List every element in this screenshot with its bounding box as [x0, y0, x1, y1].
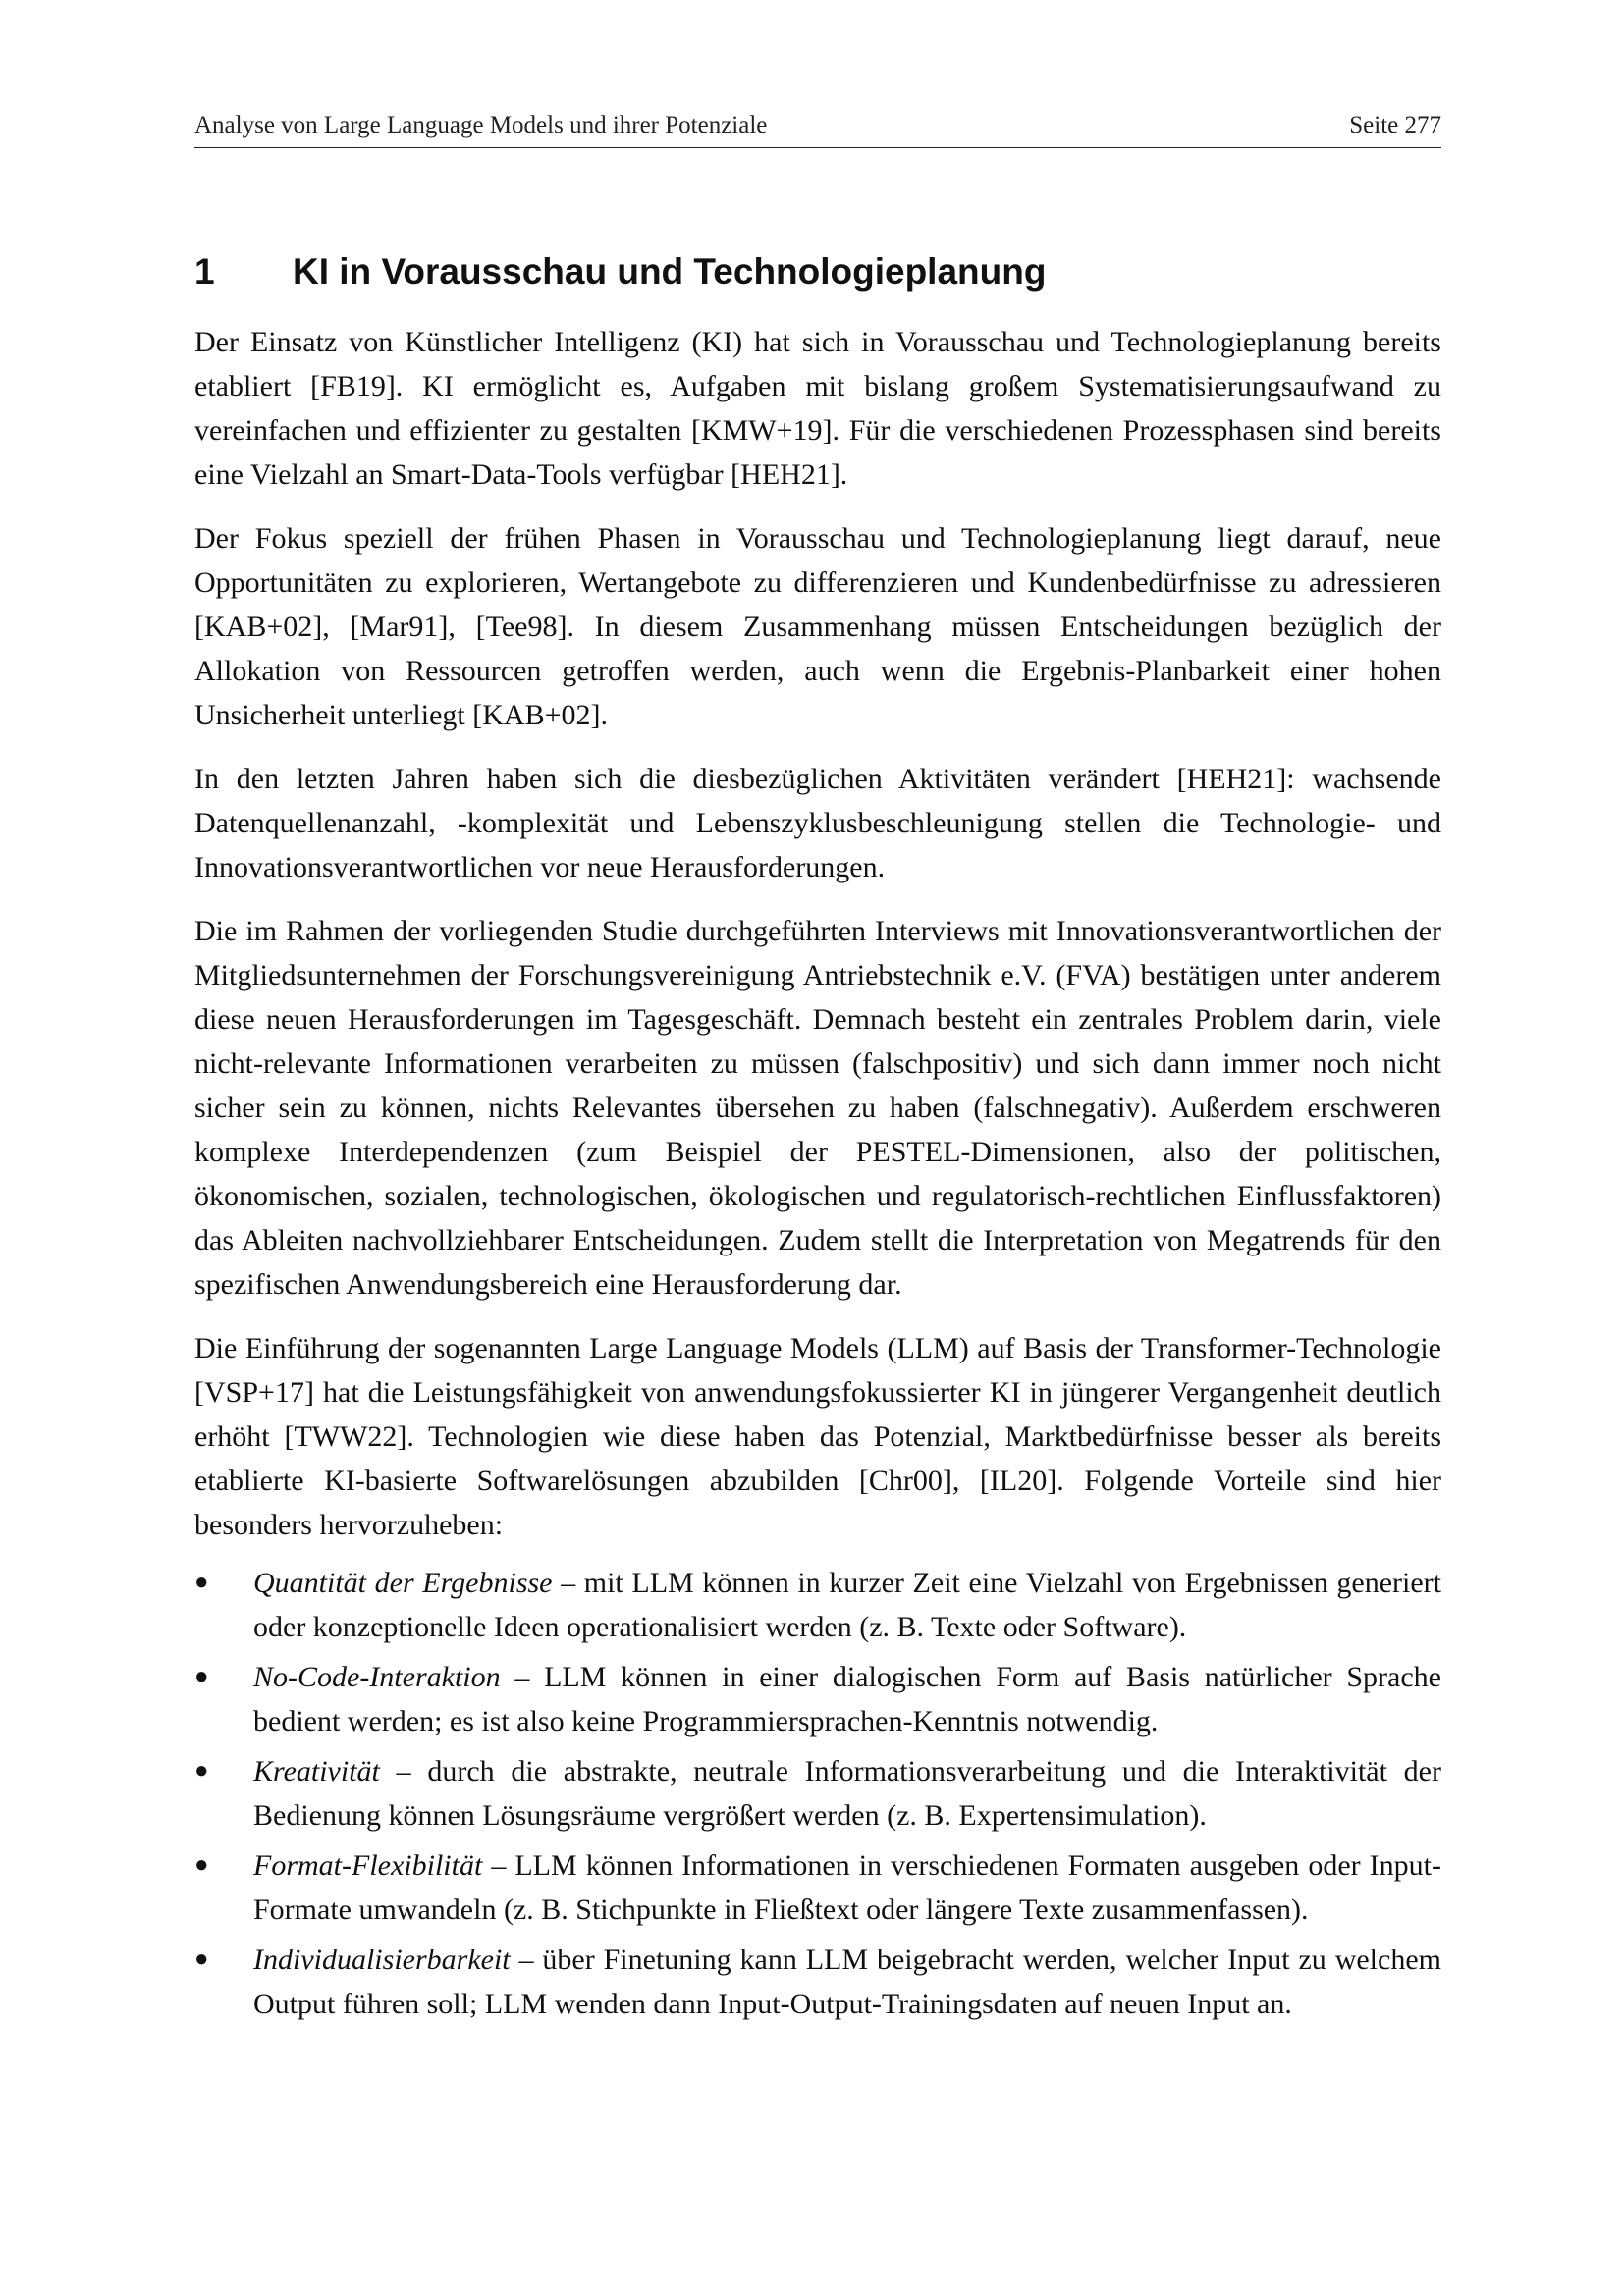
- bullet-icon: ●: [194, 1664, 209, 1689]
- list-item-term: Format-Flexibilität: [253, 1849, 483, 1882]
- list-item-term: No-Code-Interaktion: [253, 1661, 501, 1693]
- paragraph-5: Die Einführung der sogenannten Large Language Models (LLM) auf Basis der Transformer-Technologie [VSP+17] hat die Leistungsfähigkeit von anwendungsfokussierter KI in jüngerer Vergangenheit deutlich erhöht [TWW22]. Technologien wie diese haben das Potenzial, Marktbedürfnisse besser als bereits etablierte KI-basierte Softwarelösungen abzubilden [Chr00], [IL20]. Folgende Vorteile sind hier besonders hervorzuheben:: [194, 1332, 1441, 1541]
- list-item-text: – durch die abstrakte, neutrale Informationsverarbeitung und die Interaktivität der Bedienung können Lösungsräume vergrößert werden (z. B. Expertensimulation).: [253, 1755, 1441, 1832]
- chapter-title: KI in Vorausschau und Technologieplanung: [293, 251, 1047, 292]
- bullet-icon: ●: [194, 1758, 209, 1784]
- paragraph-1: Der Einsatz von Künstlicher Intelligenz (KI) hat sich in Vorausschau und Technologieplanung bereits etabliert [FB19]. KI ermöglicht es, Aufgaben mit bislang großem Systematisierungsaufwand zu vereinfachen und effizienter zu gestalten [KMW+19]. Für die verschiedenen Prozessphasen sind bereits eine Vielzahl an Smart-Data-Tools verfügbar [HEH21].: [194, 326, 1441, 491]
- list-item: [194, 1843, 1441, 1932]
- list-item-text: – LLM können Informationen in verschiedenen Formaten ausgeben oder Input-Formate umwandeln (z. B. Stichpunkte in Fließtext oder längere Texte zusammenfassen).: [253, 1849, 1441, 1926]
- paragraph-2: Der Fokus speziell der frühen Phasen in Vorausschau und Technologieplanung liegt darauf, neue Opportunitäten zu explorieren, Wertangebote zu differenzieren und Kundenbedürfnisse zu adressieren [KAB+02], [Mar91], [Tee98]. In diesem Zusammenhang müssen Entscheidungen bezüglich der Allokation von Ressourcen getroffen werden, auch wenn die Ergebnis-Planbarkeit einer hohen Unsicherheit unterliegt [KAB+02].: [194, 522, 1441, 731]
- list-item-term: Individualisierbarkeit: [253, 1944, 511, 1976]
- paragraph-4: Die im Rahmen der vorliegenden Studie durchgeführten Interviews mit Innovationsverantwortlichen der Mitgliedsunternehmen der Forschungsvereinigung Antriebstechnik e.V. (FVA) bestätigen unter anderem diese neuen Herausforderungen im Tagesgeschäft. Demnach besteht ein zentrales Problem darin, viele nicht-relevante Informationen verarbeiten zu müssen (falschpositiv) und sich dann immer noch nicht sicher sein zu können, nichts Relevantes übersehen zu haben (falschnegativ). Außerdem erschweren komplexe Interdependenzen (zum Beispiel der PESTEL-Dimensionen, also der politischen, ökonomischen, sozialen, technologischen, ökologischen und regulatorisch-rechtlichen Einflussfaktoren) das Ableiten nachvollziehbarer Entscheidungen. Zudem stellt die Interpretation von Megatrends für den spezifischen Anwendungsbereich eine Herausforderung dar.: [194, 915, 1441, 1301]
- list-item: [194, 1655, 1441, 1743]
- bullet-icon: ●: [194, 1852, 209, 1878]
- chapter-number: 1: [194, 251, 215, 292]
- bullet-icon: ●: [194, 1570, 209, 1595]
- list-item-text: – über Finetuning kann LLM beigebracht werden, welcher Input zu welchem Output führen soll; LLM wenden dann Input-Output-Trainingsdaten auf neuen Input an.: [253, 1944, 1441, 2020]
- list-item-text: – LLM können in einer dialogischen Form auf Basis natürlicher Sprache bedient werden; es ist also keine Programmiersprachen-Kenntnis notwendig.: [253, 1661, 1441, 1737]
- list-item: [194, 1561, 1441, 1649]
- bullet-icon: ●: [194, 1947, 209, 1972]
- body-text: [194, 320, 1441, 2032]
- list-item-term: Quantität der Ergebnisse: [253, 1567, 553, 1599]
- chapter-heading: [194, 247, 1441, 296]
- paragraph-3: In den letzten Jahren haben sich die diesbezüglichen Aktivitäten verändert [HEH21]: wachsende Datenquellenanzahl, -komplexität und Lebenszyklusbeschleunigung stellen die Technologie- und Innovationsverantwortlichen vor neue Herausforderungen.: [194, 763, 1441, 883]
- list-item: [194, 1749, 1441, 1838]
- list-item: [194, 1938, 1441, 2026]
- running-title: Analyse von Large Language Models und ihrer Potenziale: [194, 112, 768, 138]
- list-item-term: Kreativität: [253, 1755, 380, 1788]
- list-item-text: – mit LLM können in kurzer Zeit eine Vielzahl von Ergebnissen generiert oder konzeptionelle Ideen operationalisiert werden (z. B. Texte oder Software).: [253, 1567, 1441, 1643]
- advantages-list: [194, 1561, 1441, 2026]
- page-number: Seite 277: [1349, 112, 1441, 138]
- running-header: [194, 108, 1441, 148]
